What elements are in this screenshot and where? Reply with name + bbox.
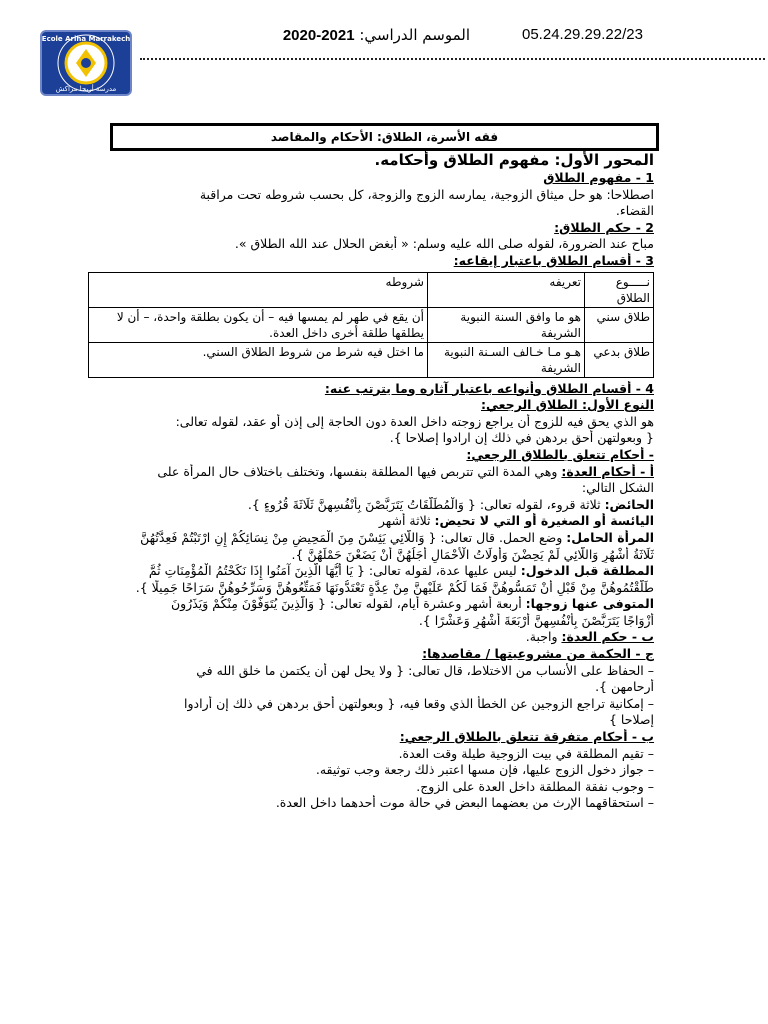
school-year-value: 2021-2020 [282,27,355,44]
term-text: أربعة أشهر وعشرة أيام، لقوله تعالى: { وَالَّذِينَ يُتَوَفَّوْنَ مِنْكُمْ وَيَذَرُونَ [170,596,522,612]
paragraph: إصلاحا } [608,712,654,728]
axis-heading: المحور الأول: مفهوم الطلاق وأحكامه. [374,151,654,169]
section-heading: 2 - حكم الطلاق: [554,219,654,235]
term-text: وضع الحمل. قال تعالى: { وَاللَّائِي يَئِسْنَ مِنَ الْمَحِيضِ مِنْ نِسَائِكُمْ إِنِ ارْتَبْتُمْ فَعِدَّتُهُنَّ [140,529,563,545]
paragraph: – إمكانية تراجع الزوجين عن الخطأ الذي وقعا فيه، { وبعولتهن أحق بردهن في ذلك إن أرادوا [184,695,654,711]
table-header-row [89,272,654,307]
term-label: المتوفى عنها زوجها: [525,596,654,612]
list-item: – وجوب نفقة المطلقة داخل العدة على الزوج. [416,778,654,794]
phone-number: 05.24.29.29.22/23 [522,26,643,43]
table-header-cell: شروطه [89,272,428,307]
table-row [89,342,654,377]
list-item: – جواز دخول الزوج عليها، فإن مسها اعتبر ذلك رجعة وجب توثيقه. [315,762,654,778]
term-text: وهي المدة التي تتربص فيها المطلقة بنفسها، وتختلف باختلاف حال المرأة على [157,463,558,479]
paragraph: اصطلاحا: هو حل ميثاق الزوجية، يمارسه الزوج والزوجة، كل بحسب شروطه تحت مراقبة [199,186,654,202]
term-label: أ - أحكام العدة: [561,463,654,479]
term-text: ثلاثة قروء، لقوله تعالى: { وَالْمُطَلَّقَاتُ يَتَرَبَّصْنَ بِأَنْفُسِهِنَّ ثَلَاثَةَ قُرُوءٍ }. [247,496,601,512]
subsection-heading: النوع الأول: الطلاق الرجعي: [480,397,654,413]
table-cell: طلاق بدعي [585,342,654,377]
table-header-cell: تعريفه [428,272,585,307]
paragraph: ثَلَاثَةُ أَشْهُرٍ وَاللَّائِي لَمْ يَحِضْنَ وَأُولَاتُ الْأَحْمَالِ أَجَلُهُنَّ أَنْ يَضَعْنَ حَمْلَهُنَّ }. [291,546,654,562]
school-year [250,26,470,44]
paragraph: الشكل التالي: [581,480,654,496]
term-label: ب - حكم العدة: [561,629,654,645]
table-cell: ما اختل فيه شرط من شروط الطلاق السني. [89,342,428,377]
term-label: المرأة الحامل: [566,529,654,545]
section-heading: 3 - أقسام الطلاق باعتبار إيقاعه: [453,252,654,268]
paragraph: طَلَّقْتُمُوهُنَّ مِنْ قَبْلِ أَنْ تَمَسُّوهُنَّ فَمَا لَكُمْ عَلَيْهِنَّ مِنْ عِدَّةٍ تَعْتَدُّونَهَا فَمَتِّعُوهُنَّ وَسَرِّحُوهُنَّ سَرَاحًا جَمِيلًا }. [135,579,654,595]
table-header-cell: نـــــوع الطلاق [585,272,654,307]
section-heading: 4 - أقسام الطلاق وأنواعه باعتبار آثاره وما يترتب عنه: [324,380,654,396]
divorce-types-table [88,272,654,378]
section-heading: 1 - مفهوم الطلاق [543,170,654,185]
table-row [89,307,654,342]
paragraph: هو الذي يحق فيه للزوج أن يراجع زوجته داخل العدة دون الحاجة إلى إذن أو عقد، لقوله تعالى: [175,413,654,429]
list-item: – استحقاقهما الإرث من بعضهما البعض في حالة موت أحدهما داخل العدة. [275,795,654,811]
term-text: ثلاثة أشهر [378,513,431,529]
term-label: اليائسة أو الصغيرة أو التي لا تحيض: [434,513,654,529]
paragraph: – الحفاظ على الأنساب من الاختلاط، قال تعالى: { ولا يحل لهن أن يكتمن ما خلق الله في [196,662,654,678]
table-cell: هـو مـا خـالف السـنة النبوية الشريفة [428,342,585,377]
subsection-heading: ج - الحكمة من مشروعيتها / مقاصدها: [422,646,654,662]
header-divider [140,58,765,60]
list-item: – تقيم المطلقة في بيت الزوجية طيلة وقت العدة. [398,745,654,761]
term-label: الحائض: [604,496,654,512]
term-label: المطلقة قبل الدخول: [520,563,654,579]
school-year-label: الموسم الدراسي: [359,26,470,44]
term-text: ليس عليها عدة، لقوله تعالى: { يَا أَيُّهَا الَّذِينَ آمَنُوا إِذَا نَكَحْتُمُ الْمُؤْمِنَاتِ ثُمَّ [148,563,517,579]
subsection-heading: - أحكام تتعلق بالطلاق الرجعي: [466,446,654,462]
subsection-heading: ب - أحكام متفرقة تتعلق بالطلاق الرجعي: [399,729,654,745]
logo-name-latin: Ecole Ariha Marrakech [42,35,130,43]
logo-name-arabic: مدرسة أريحا مراكش [55,85,117,93]
table-cell: هو ما وافق السنة النبوية الشريفة [428,307,585,342]
school-logo [40,30,132,96]
paragraph: { وبعولتهن أحق بردهن في ذلك إن ارادوا إصلاحا }. [389,430,654,446]
paragraph: القضاء. [615,203,654,219]
paragraph: مباح عند الضرورة، لقوله صلى الله عليه وسلم: « أبغض الحلال عند الله الطلاق ». [234,236,654,252]
term-text: واجبة. [525,629,558,645]
table-cell: طلاق سني [585,307,654,342]
lesson-content [88,150,654,812]
table-cell: أن يقع في طهر لم يمسها فيه – أن يكون بطلقة واحدة، – أن لا يطلقها طلقة أخرى داخل العدة. [89,307,428,342]
paragraph: أَزْوَاجًا يَتَرَبَّصْنَ بِأَنْفُسِهِنَّ أَرْبَعَةَ أَشْهُرٍ وَعَشْرًا }. [418,612,654,628]
lesson-title: فقه الأسرة، الطلاق: الأحكام والمقاصد [110,123,659,151]
paragraph: أرحامهن }. [595,679,654,695]
